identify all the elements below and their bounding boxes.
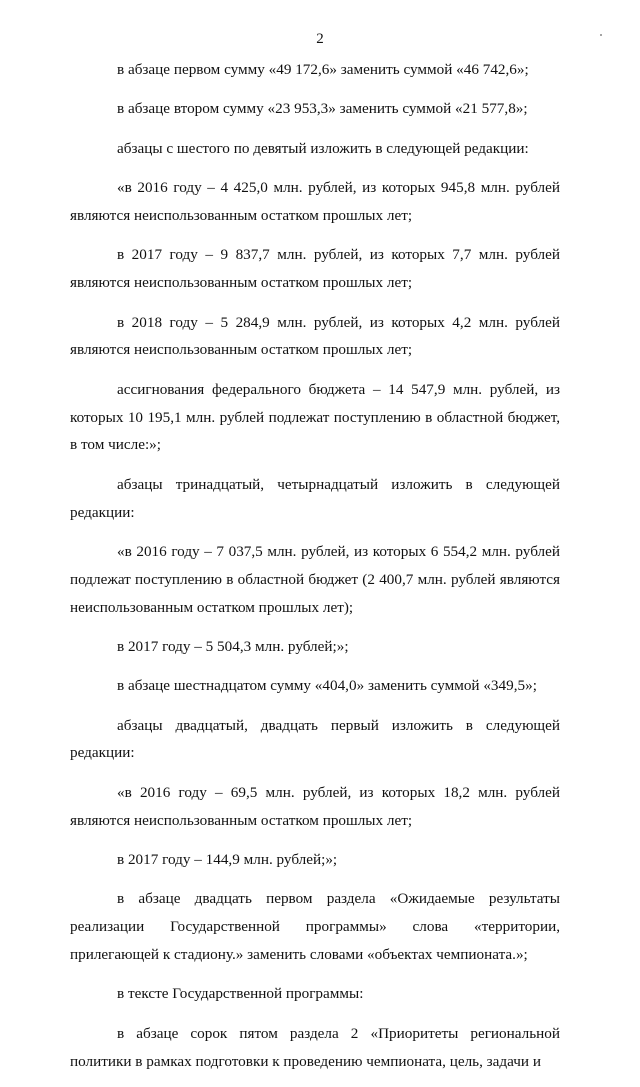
paragraph: «в 2016 году – 4 425,0 млн. рублей, из которых 945,8 млн. рублей являются неиспользованным остатком прошлых лет; bbox=[70, 179, 560, 224]
paragraph: в абзаце шестнадцатом сумму «404,0» заменить суммой «349,5»; bbox=[117, 677, 537, 695]
paragraph: абзацы тринадцатый, четырнадцатый изложить в следующей редакции: bbox=[70, 475, 560, 521]
paragraph: абзацы с шестого по девятый изложить в следующей редакции: bbox=[117, 139, 529, 157]
paragraph: «в 2016 году – 69,5 млн. рублей, из которых 18,2 млн. рублей являются неиспользованным остатком прошлых лет; bbox=[70, 783, 560, 829]
paragraph: в абзаце сорок пятом раздела 2 «Приоритеты региональной политики в рамках подготовки к проведению чемпионата, цель, задачи и bbox=[70, 1024, 560, 1070]
paragraph: в 2018 году – 5 284,9 млн. рублей, из которых 4,2 млн. рублей являются неиспользованным остатком прошлых лет; bbox=[70, 313, 560, 359]
page-number: 2 bbox=[316, 31, 324, 47]
paragraph: в абзаце втором сумму «23 953,3» заменить суммой «21 577,8»; bbox=[117, 100, 528, 118]
scan-speck bbox=[600, 34, 602, 36]
paragraph: ассигнования федерального бюджета – 14 547,9 млн. рублей, из которых 10 195,1 млн. рублей подлежат поступлению в областной бюджет, в том числе:»; bbox=[70, 380, 560, 454]
paragraph: абзацы двадцатый, двадцать первый изложить в следующей редакции: bbox=[70, 716, 560, 762]
paragraph: в 2017 году – 9 837,7 млн. рублей, из которых 7,7 млн. рублей являются неиспользованным остатком прошлых лет; bbox=[70, 246, 560, 292]
paragraph: в 2017 году – 144,9 млн. рублей;»; bbox=[117, 851, 338, 869]
paragraph: в абзаце первом сумму «49 172,6» заменить суммой «46 742,6»; bbox=[117, 61, 529, 78]
paragraph: в 2017 году – 5 504,3 млн. рублей;»; bbox=[117, 637, 349, 655]
paragraph: в тексте Государственной программы: bbox=[117, 985, 364, 1003]
paragraph: «в 2016 году – 7 037,5 млн. рублей, из которых 6 554,2 млн. рублей подлежат поступлению в областной бюджет (2 400,7 млн. рублей являются неиспользованным остатком прошлых лет); bbox=[70, 542, 560, 616]
document-body bbox=[70, 56, 560, 1087]
paragraph: в абзаце двадцать первом раздела «Ожидаемые результаты реализации Государственной программы» слова «территории, прилегающей к стадиону.» заменить словами «объектах чемпионата.»; bbox=[70, 890, 560, 964]
